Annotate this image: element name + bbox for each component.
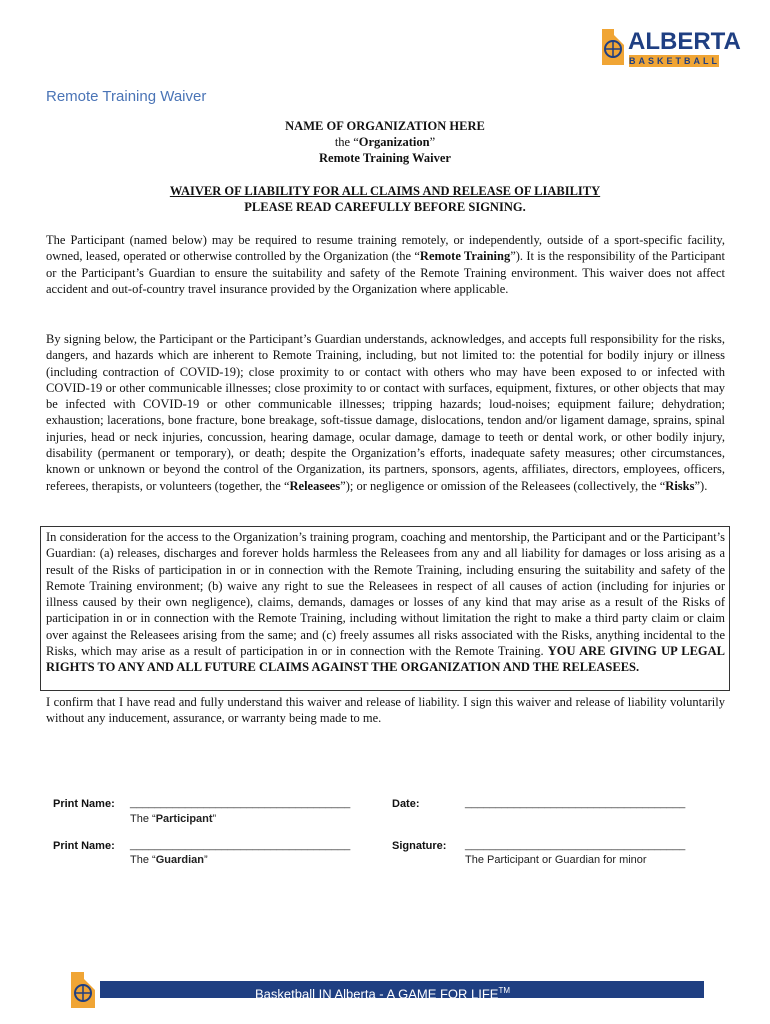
liability-title: WAIVER OF LIABILITY FOR ALL CLAIMS AND RELEASE OF LIABILITY (169, 184, 601, 198)
print-name-label-guardian: Print Name: (53, 840, 115, 852)
organization-alias: the “Organization” (334, 135, 436, 149)
signature-label: Signature: (392, 840, 447, 852)
signature-caption: The Participant or Guardian for minor (465, 854, 647, 866)
organization-name: NAME OF ORGANIZATION HERE (285, 119, 485, 133)
date-field[interactable]: ____________________________________ (465, 797, 686, 809)
guardian-name-field[interactable]: ____________________________________ (130, 839, 351, 851)
logo-subtitle: BASKETBALL (629, 56, 720, 66)
page-title: Remote Training Waiver (46, 88, 207, 105)
guardian-caption: The “Guardian” (130, 854, 208, 866)
participant-caption: The “Participant” (130, 813, 217, 825)
footer-alberta-ball-icon (68, 970, 98, 1010)
read-carefully-note: PLEASE READ CAREFULLY BEFORE SIGNING. (244, 200, 526, 214)
alberta-basketball-logo (600, 27, 741, 69)
print-name-label-participant: Print Name: (53, 798, 115, 810)
paragraph-remote-training: The Participant (named below) may be required to resume training remotely, or independently, outside of a sport-specific facility, owned, leased, operated or otherwise controlled by the Organization (the “Remote Training”). It is the responsibility of the Participant or the Participant’s Guardian to ensure the suitability and safety of the Remote Training environment. This waiver does not affect accident and out-of-country travel insurance provided by the Organization where applicable. (46, 233, 726, 296)
logo-wordmark: ALBERTA (628, 28, 741, 55)
participant-name-field[interactable]: ____________________________________ (130, 797, 351, 809)
document-subtitle: Remote Training Waiver (319, 151, 451, 165)
paragraph-risks: By signing below, the Participant or the Participant’s Guardian understands, acknowledges, and accepts full responsibility for the risks, dangers, and hazards which are inherent to Remote Training, including, but not limited to: the potential for bodily injury or illness (including contraction of COVID-19); close proximity to or contact with others who may have been exposed to or infected with COVID-19 or other communicable illnesses; close proximity to or contact with surfaces, equipment, fixtures, or other objects that may be infected with COVID-19 or other communicable illnesses; tripping hazards; loud-noises; equipment failure; dehydration; exhaustion; lacerations, bone fracture, bone breakage, soft-tissue damage, dislocations, tendon and/or ligament damage, sprains, spinal injuries, head or neck injuries, concussion, hearing damage, ocular damage, damage to teeth or dental work, or other bodily injury, disability (permanent or temporary), or death; despite the Organization’s efforts, inadequate safety measures; other circumstances, known or unknown or beyond the control of the Organization, its partners, sponsors, agents, affiliates, directors, employees, officers, referees, therapists, or volunteers (together, the “Releasees”); or negligence or omission of the Releasees (collectively, the “Risks”). (46, 332, 725, 493)
paragraph-confirmation: I confirm that I have read and fully understand this waiver and release of liability. I sign this waiver and release of liability voluntarily without any inducement, assurance, or warranty being made to me. (46, 695, 725, 726)
date-label: Date: (392, 798, 420, 810)
paragraph-release: In consideration for the access to the Organization’s training program, coaching and mentorship, the Participant and or the Participant’s Guardian: (a) releases, discharges and forever holds harmless the Releasees from any and all liability for damages or loss arising as a result of the Risks of participation in or in connection with the Remote Training, including ensuring the suitability and safety of the Remote Training environment; (b) waive any right to sue the Releasees in respect of all causes of action (including for injuries or illness caused by their own negligence), claims, demands, damages or losses of any kind that may arise as a result of the Risks of participation in or in connection with the Remote Training, including without limitation the right to make a third party claim or claim over against the Releasees arising from the same; and (c) freely assumes all risks associated with the Risks, anything incidental to the Risks, which may arise as a result of participation in or in connection with the Remote Training. YOU ARE GIVING UP LEGAL RIGHTS TO ANY AND ALL FUTURE CLAIMS AGAINST THE ORGANIZATION AND THE RELEASEES. (46, 530, 726, 675)
signature-field[interactable]: ____________________________________ (465, 839, 686, 851)
footer-slogan: Basketball IN Alberta - A GAME FOR LIFE™ (255, 986, 511, 1002)
alberta-province-ball-icon (600, 27, 626, 67)
